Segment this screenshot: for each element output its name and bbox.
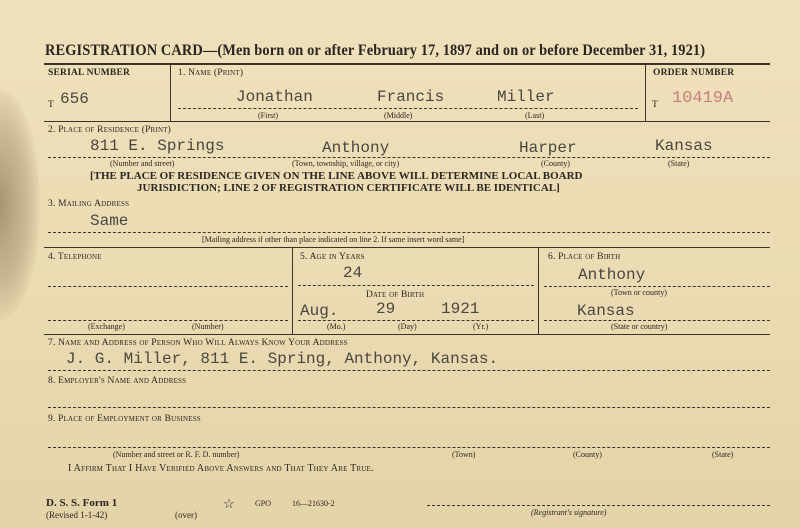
contact-line xyxy=(48,370,770,371)
telephone-label: 4. Telephone xyxy=(48,252,102,262)
row-divider xyxy=(44,334,770,335)
age-line xyxy=(298,285,534,286)
age-value: 24 xyxy=(343,264,363,282)
card-title: REGISTRATION CARD—(Men born on or after February 17, 1897 and on or before December 31, 1921) xyxy=(45,42,706,59)
birth-town-value: Anthony xyxy=(578,266,646,284)
dob-line xyxy=(298,320,534,321)
employment-state-caption: (State) xyxy=(712,450,734,459)
row-divider xyxy=(44,121,770,122)
jurisdiction-notice-line1: [THE PLACE OF RESIDENCE GIVEN ON THE LINE ABOVE WILL DETERMINE LOCAL BOARD xyxy=(90,170,583,182)
telephone-line-2 xyxy=(48,320,288,321)
name-label: 1. Name (Print) xyxy=(178,68,244,78)
employment-town-caption: (Town) xyxy=(452,450,476,459)
contact-person-value: J. G. Miller, 811 E. Spring, Anthony, Kansas. xyxy=(66,350,499,368)
place-of-birth-label: 6. Place of Birth xyxy=(548,252,621,262)
mailing-caption: [Mailing address if other than place indicated on line 2. If same insert word same] xyxy=(202,235,465,244)
year-caption: (Yr.) xyxy=(473,322,489,331)
employment-street-caption: (Number and street or R. F. D. number) xyxy=(113,450,240,459)
employment-county-caption: (County) xyxy=(573,450,602,459)
order-number-value: 10419A xyxy=(672,89,734,108)
dob-year-value: 1921 xyxy=(441,300,480,318)
middle-name-value: Francis xyxy=(377,88,445,106)
mailing-address-label: 3. Mailing Address xyxy=(48,199,130,209)
over-note: (over) xyxy=(175,510,197,520)
order-prefix: T xyxy=(652,100,659,110)
residence-street-value: 811 E. Springs xyxy=(90,137,225,155)
gpo-number: 16—21630-2 xyxy=(292,499,335,508)
date-of-birth-label: Date of Birth xyxy=(366,290,425,300)
first-caption: (First) xyxy=(258,111,278,120)
town-caption: (Town, township, village, or city) xyxy=(292,159,400,168)
divider xyxy=(170,65,171,121)
last-caption: (Last) xyxy=(525,111,545,120)
form-revision: (Revised 1-1-42) xyxy=(46,510,108,520)
telephone-line-1 xyxy=(48,286,288,287)
birth-state-caption: (State or country) xyxy=(611,322,668,331)
birth-town-line xyxy=(544,286,770,287)
state-caption: (State) xyxy=(668,159,690,168)
signature-caption: (Registrant's signature) xyxy=(531,508,607,517)
employment-line xyxy=(48,447,770,448)
divider xyxy=(538,248,539,334)
form-number: D. S. S. Form 1 xyxy=(46,497,118,509)
dob-month-value: Aug. xyxy=(300,302,339,320)
serial-number-label: SERIAL NUMBER xyxy=(48,68,131,78)
mailing-address-value: Same xyxy=(90,212,129,230)
residence-state-value: Kansas xyxy=(655,137,713,155)
star-icon: ☆ xyxy=(223,496,235,511)
first-name-value: Jonathan xyxy=(236,88,313,106)
serial-number-value: 656 xyxy=(60,90,89,108)
birth-state-value: Kansas xyxy=(577,302,635,320)
middle-caption: (Middle) xyxy=(384,111,413,120)
day-caption: (Day) xyxy=(398,322,417,331)
signature-line xyxy=(427,505,770,506)
divider xyxy=(645,65,646,121)
age-label: 5. Age in Years xyxy=(300,252,365,262)
birth-town-caption: (Town or county) xyxy=(611,288,667,297)
order-number-label: ORDER NUMBER xyxy=(653,68,735,78)
jurisdiction-notice-line2: JURISDICTION; LINE 2 OF REGISTRATION CERTIFICATE WILL BE IDENTICAL] xyxy=(137,182,560,194)
birth-state-line xyxy=(544,320,770,321)
last-name-value: Miller xyxy=(497,88,555,106)
residence-town-value: Anthony xyxy=(322,139,390,157)
dob-day-value: 29 xyxy=(376,300,396,318)
exchange-caption: (Exchange) xyxy=(88,322,125,331)
number-caption: (Number) xyxy=(192,322,224,331)
residence-county-value: Harper xyxy=(519,139,577,157)
contact-person-label: 7. Name and Address of Person Who Will Always Know Your Address xyxy=(48,338,348,348)
residence-line xyxy=(48,157,770,158)
place-of-employment-label: 9. Place of Employment or Business xyxy=(48,414,201,424)
name-line xyxy=(178,108,638,109)
employer-line xyxy=(48,407,770,408)
divider xyxy=(292,248,293,334)
serial-prefix: T xyxy=(48,100,55,110)
street-caption: (Number and street) xyxy=(110,159,175,168)
employer-label: 8. Employer's Name and Address xyxy=(48,376,187,386)
top-border xyxy=(44,63,770,65)
water-stain xyxy=(0,90,40,320)
month-caption: (Mo.) xyxy=(327,322,346,331)
affirmation-text: I Affirm That I Have Verified Above Answers and That They Are True. xyxy=(68,463,374,474)
gpo-label: GPO xyxy=(255,499,272,508)
county-caption: (County) xyxy=(541,159,570,168)
mailing-line xyxy=(48,232,770,233)
residence-label: 2. Place of Residence (Print) xyxy=(48,125,172,135)
row-divider xyxy=(44,247,770,248)
